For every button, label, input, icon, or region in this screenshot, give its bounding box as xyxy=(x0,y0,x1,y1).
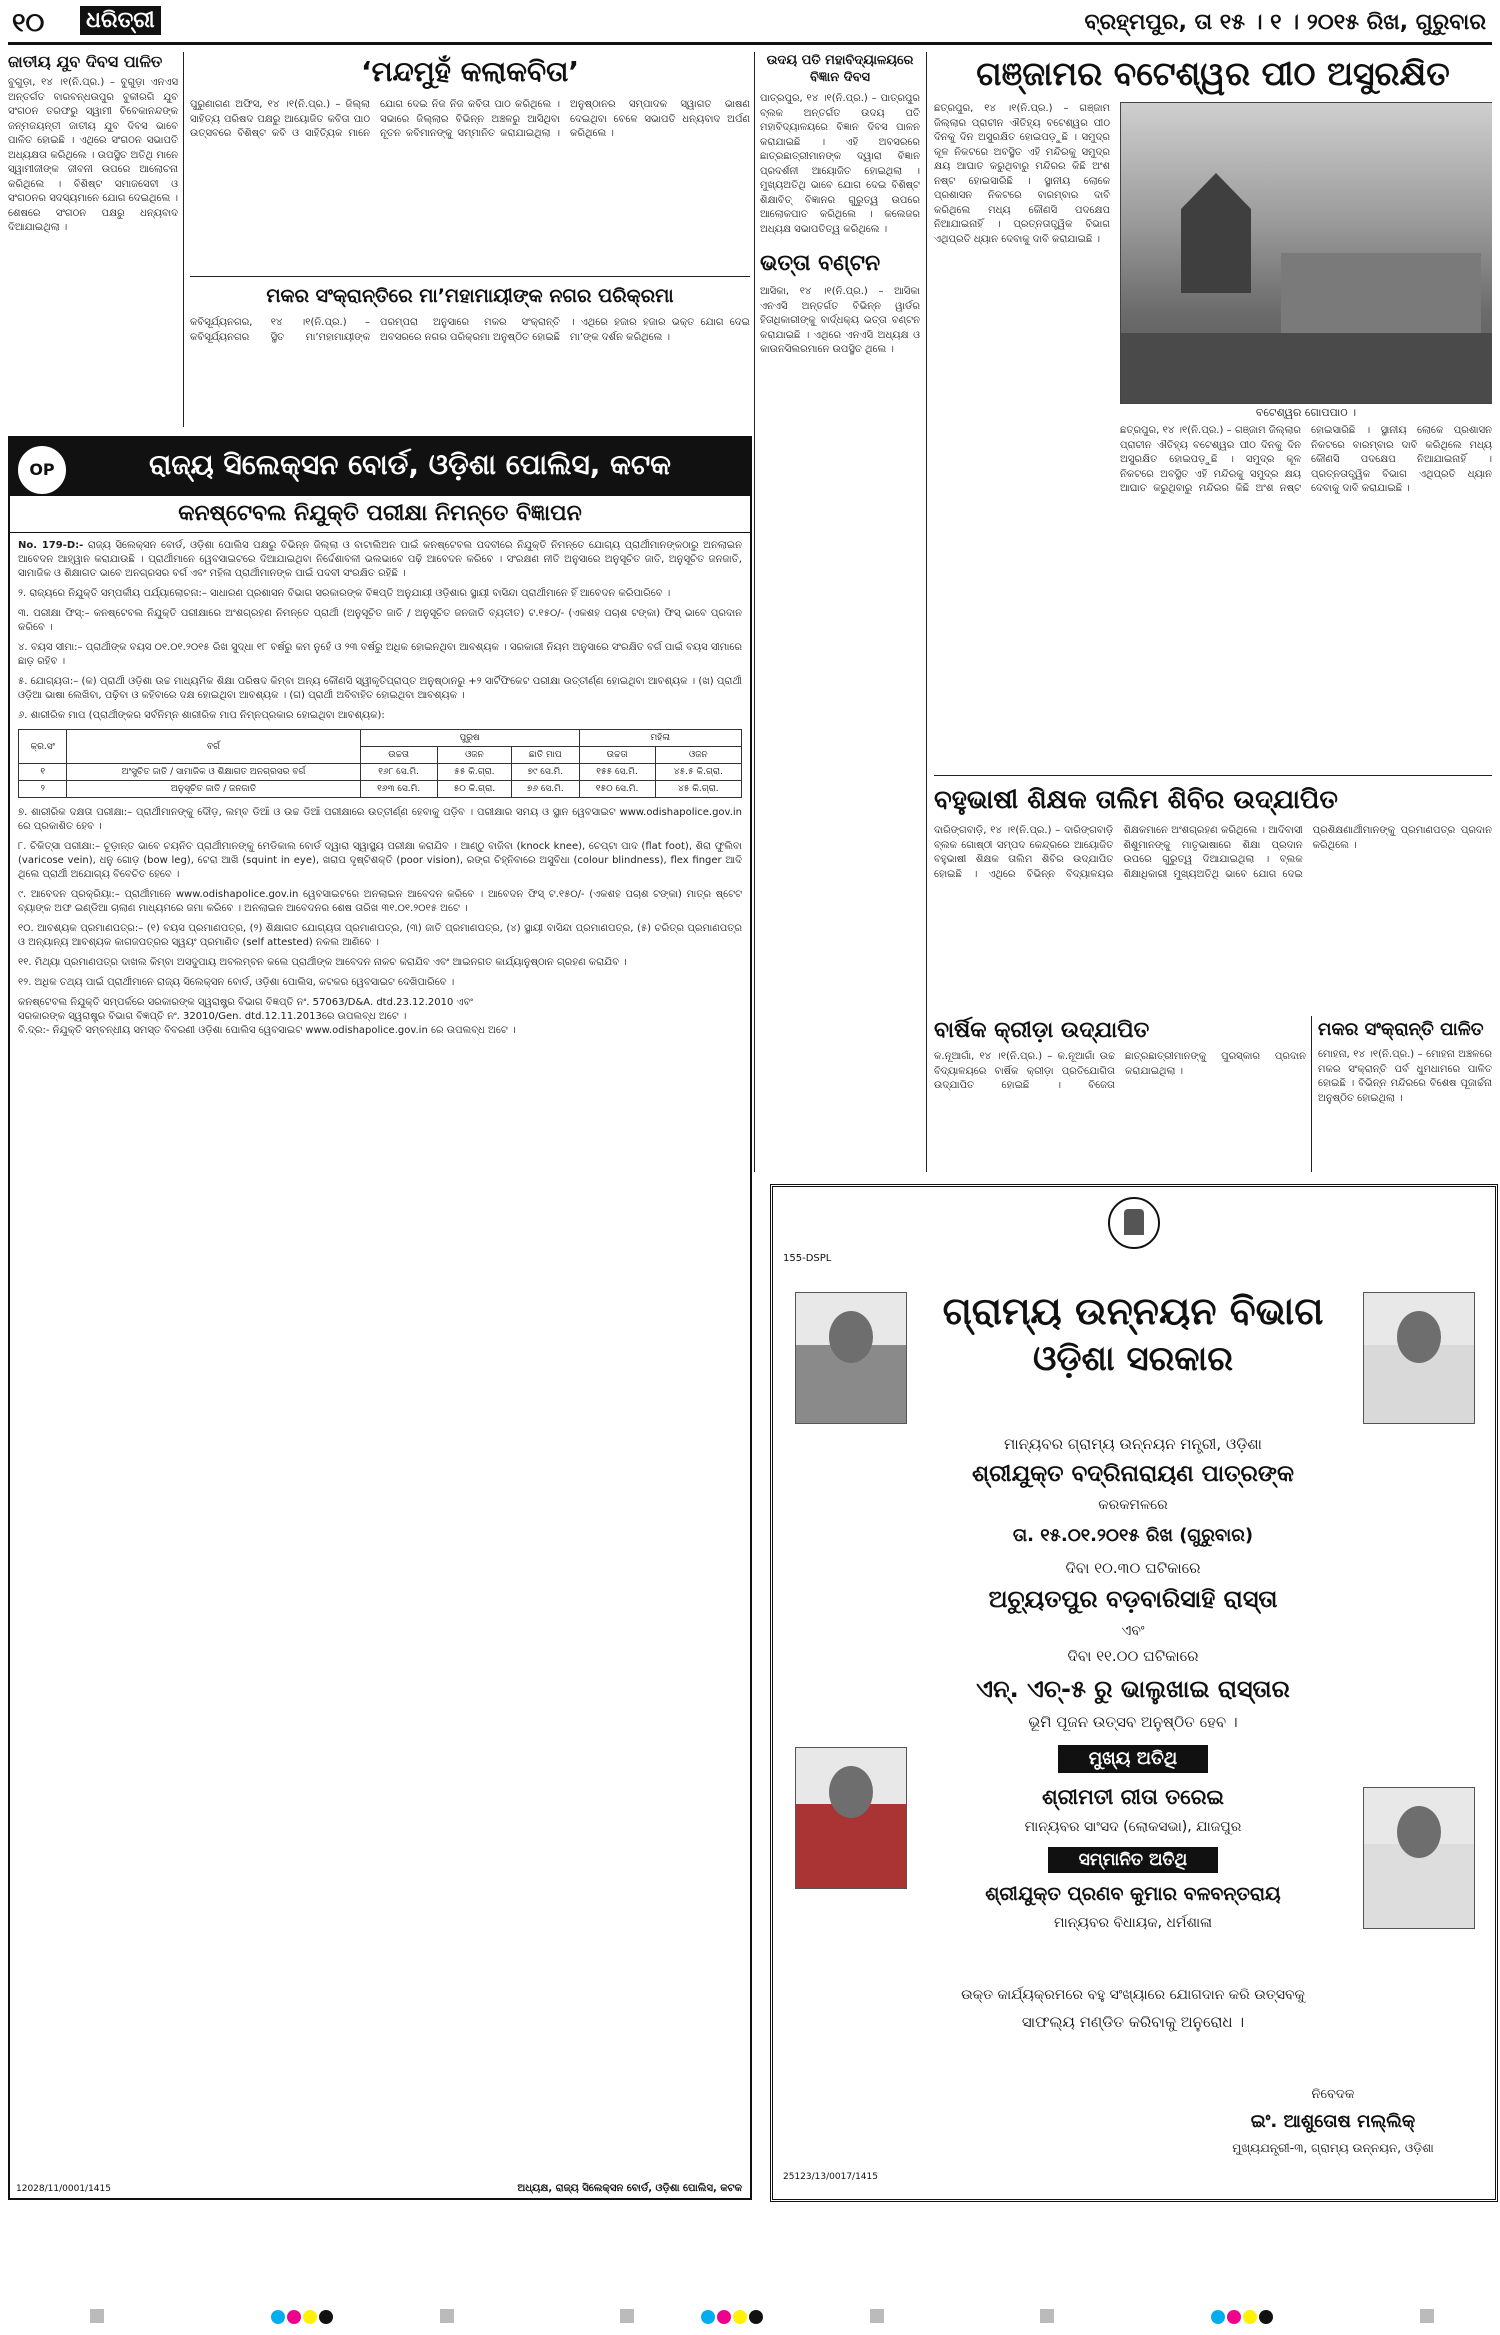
ad-reference-1: କନଷ୍ଟେବଲ ନିଯୁକ୍ତି ସମ୍ପର୍କରେ ସରକାରଙ୍କ ସ୍ୱରାଷ୍ଟ୍ର ବିଭାଗ ବିଜ୍ଞପ୍ତି ନଂ. 57063/D&A. dtd.23.12.2010 ଏବଂ xyxy=(18,997,473,1008)
ad-signatory: ଅଧ୍ୟକ୍ଷ, ରାଜ୍ୟ ସିଲେକ୍ସନ ବୋର୍ଡ, ଓଡ଼ିଶା ପୋଲିସ, କଟକ xyxy=(517,2183,742,2194)
table-subheader: ଓଜନ xyxy=(437,747,511,764)
honoured-guest-photo xyxy=(1363,1787,1475,1929)
table-subheader: ଓଜନ xyxy=(655,747,741,764)
table-header: ମହିଳା xyxy=(579,730,741,747)
ad-point-12: ୧୨. ଅଧିକ ତଥ୍ୟ ପାଇଁ ପ୍ରାର୍ଥୀମାନେ ରାଜ୍ୟ ସିଲେକ୍ସନ ବୋର୍ଡ, ଓଡ଼ିଶା ପୋଲିସ, କଟକର ୱେବସାଇଟ ଦେଖିପାରିବେ । xyxy=(18,977,455,988)
headline: ଜାତୀୟ ଯୁବ ଦିବସ ପାଳିତ xyxy=(8,52,163,71)
temple-photo xyxy=(1120,102,1492,404)
black-mark xyxy=(319,2310,333,2324)
ad-point-6: ୬. ଶାରୀରିକ ମାପ (ପ୍ରାର୍ଥୀଙ୍କର ସର୍ବନିମ୍ନ ଶାରୀରିକ ମାପ ନିମ୍ନପ୍ରକାର ହୋଇଥିବା ଆବଶ୍ୟକ): xyxy=(18,710,385,721)
notice-number: No. 179-D:- xyxy=(18,540,84,551)
police-emblem-icon: OP xyxy=(16,444,68,496)
ad-sign-label: ନିବେଦକ xyxy=(1311,2087,1355,2102)
ad-time-2: ଦିବା ୧୧.୦୦ ଘଟିକାରେ xyxy=(1067,1647,1199,1665)
article-body: କ.ନୂଆଗାଁ, ୧୪ ।୧(ନି.ପ୍ର.) – କ.ନୂଆଗାଁ ଉଚ୍ଚ ବିଦ୍ୟାଳୟରେ ବାର୍ଷିକ କ୍ରୀଡ଼ା ପ୍ରତିଯୋଗିତା ଉଦ୍‌ଯାପିତ ହୋଇଛି । ବିଜେତା ଛାତ୍ରଛାତ୍ରୀମାନଙ୍କୁ ପୁରସ୍କାର ପ୍ରଦାନ କରାଯାଇଥିଲା । xyxy=(934,1051,1306,1091)
ad-point-11: ୧୧. ମିଥ୍ୟା ପ୍ରମାଣପତ୍ର ଦାଖଲ କିମ୍ବା ଅସଦୁପାୟ ଅବଲମ୍ବନ କଲେ ପ୍ରାର୍ଥୀଙ୍କ ଆବେଦନ ନାକଚ କରାଯିବ ଏବଂ ଆଇନଗତ କାର୍ଯ୍ୟାନୁଷ୍ଠାନ ଗ୍ରହଣ କରାଯିବ । xyxy=(18,957,627,968)
physical-standards-table xyxy=(18,729,742,798)
ad-and: ଏବଂ xyxy=(1121,1623,1145,1639)
article-body: ବୁଗୁଡ଼ା, ୧୪ ।୧(ନି.ପ୍ର.) – ବୁଗୁଡ଼ା ଏନଏସ ଅନ୍ତର୍ଗତ ବାରବନ୍ଧଉପୁର ବୁକୀରଗି ଯୁବ ସଂଗଠନ ତରଫରୁ ସ୍ୱାମୀ ବିବେକାନନ୍ଦଙ୍କ ଜନ୍ମଜୟନ୍ତୀ ଜାତୀୟ ଯୁବ ଦିବସ ଭାବେ ପାଳିତ ହୋଇଛି । ଏଥିରେ ସଂଗଠନ ସଭାପତି ଅଧ୍ୟକ୍ଷତା କରିଥିଲେ । ଉପସ୍ଥିତ ଅତିଥି ମାନେ ସ୍ୱାମୀଜୀଙ୍କ ଜୀବନୀ ଉପରେ ଆଲୋଚନା କରିଥିଲେ । ବିଶିଷ୍ଟ ସମାଜସେବୀ ଓ ସଂଗଠନର ସଦସ୍ୟମାନେ ଯୋଗ ଦେଇଥିଲେ । ଶେଷରେ ସଂଗଠନ ପକ୍ଷରୁ ଧନ୍ୟବାଦ ଦିଆଯାଇଥିଲା । xyxy=(8,77,178,233)
ad-point-4: ୪. ବୟସ ସୀମା:– ପ୍ରାର୍ଥୀଙ୍କ ବୟସ ୦୧.୦୧.୨୦୧୫ ରିଖ ସୁଦ୍ଧା ୧୮ ବର୍ଷରୁ କମ ନୁହେଁ ଓ ୨୩ ବର୍ଷରୁ ଅଧିକ ହୋଇନଥିବା ଆବଶ୍ୟକ । ସରକାରୀ ନିୟମ ଅନୁସାରେ ସଂରକ୍ଷିତ ବର୍ଗ ପାଇଁ ବୟସ ସୀମାରେ ଛାଡ଼ ରହିବ । xyxy=(18,642,742,667)
ad-road-2: ଏନ୍‌. ଏଚ୍‌-୫ ରୁ ଭାଲୁଖାଇ ରାସ୍ତାର xyxy=(976,1675,1290,1703)
table-cell: ୫୦ କି.ଗ୍ରା. xyxy=(437,781,511,798)
article-body-continued: ଛତ୍ରପୁର, ୧୪ ।୧(ନି.ପ୍ର.) – ଗଞ୍ଜାମ ଜିଲ୍ଲାର ପ୍ରାଚୀନ ଐତିହ୍ୟ ବଟେଶ୍ୱର ପୀଠ ଦିନକୁ ଦିନ ଅସୁରକ୍ଷିତ ହୋଇପଡ଼ୁଛି । ସମୁଦ୍ର କୂଳ ନିକଟରେ ଅବସ୍ଥିତ ଏହି ମନ୍ଦିରକୁ ସମୁଦ୍ର କ୍ଷୟ ଆଘାତ କରୁଥିବାରୁ ମନ୍ଦିରର କିଛି ଅଂଶ ନଷ୍ଟ ହୋଇସାରିଛି । ସ୍ଥାନୀୟ ଲୋକେ ପ୍ରଶାସନ ନିକଟରେ ବାରମ୍ବାର ଦାବି କରିଥିଲେ ମଧ୍ୟ କୌଣସି ପଦକ୍ଷେପ ନିଆଯାଇନାହିଁ । ପ୍ରତ୍ନତାତ୍ତ୍ୱିକ ବିଭାଗ ଏଥିପ୍ରତି ଧ୍ୟାନ ଦେବାକୁ ଦାବି କରାଯାଇଛି । xyxy=(1120,425,1492,494)
headline-allowance: ଭତ୍ତା ବଣ୍ଟନ xyxy=(760,251,881,276)
table-cell: ୧ xyxy=(19,764,67,781)
table-header: କ୍ର.ସଂ xyxy=(19,730,67,764)
ad-date: ତା. ୧୫.୦୧.୨୦୧୫ ରିଖ (ଗୁରୁବାର) xyxy=(1012,1525,1254,1546)
ad-website-note: ବି.ଦ୍ର:- ନିଯୁକ୍ତି ସମ୍ବନ୍ଧୀୟ ସମସ୍ତ ବିବରଣୀ ଓଡ଼ିଶା ପୋଲିସ ୱେବସାଇଟ www.odishapolice.gov.in ରେ ଉପଲବ୍ଧ ଅଟେ । xyxy=(18,1025,516,1036)
article-body: ମୋହନା, ୧୪ ।୧(ନି.ପ୍ର.) – ମୋହନା ଅଞ୍ଚଳରେ ମକର ସଂକ୍ରାନ୍ତି ପର୍ବ ଧୁମଧାମରେ ପାଳିତ ହୋଇଛି । ବିଭିନ୍ନ ମନ୍ଦିରରେ ବିଶେଷ ପୂଜାର୍ଚ୍ଚନା ଅନୁଷ୍ଠିତ ହୋଇଥିଲା । xyxy=(1318,1049,1492,1104)
table-cell: ୪୫.୫ କି.ଗ୍ରା. xyxy=(655,764,741,781)
ad-time-1: ଦିବା ୧୦.୩୦ ଘଟିକାରେ xyxy=(1065,1559,1201,1577)
article-makar-parikrama xyxy=(190,282,750,422)
headline: ‘ମନ୍ଦମୁହଁ କଲାକବିତା’ xyxy=(361,55,579,88)
ad-intro-text: ରାଜ୍ୟ ସିଲେକ୍ସନ ବୋର୍ଡ, ଓଡ଼ିଶା ପୋଲିସ ପକ୍ଷରୁ ବିଭିନ୍ନ ଜିଲ୍ଲା ଓ ବାଟାଲିଅନ ପାଇଁ କନଷ୍ଟେବଲ ପଦବୀରେ ନିଯୁକ୍ତି ନିମନ୍ତେ ଯୋଗ୍ୟ ପ୍ରାର୍ଥୀମାନଙ୍କଠାରୁ ଅନଲାଇନ ଆବେଦନ ଆହ୍ୱାନ କରାଯାଉଛି । ପ୍ରାର୍ଥୀମାନେ ୱେବସାଇଟରେ ଦିଆଯାଇଥିବା ନିର୍ଦ୍ଦେଶାବଳୀ ଭଲଭାବେ ପଢ଼ି ଆବେଦନ କରିବେ । ସଂରକ୍ଷଣ ନୀତି ଅନୁସାରେ ଅନୁସୂଚିତ ଜାତି, ଅନୁସୂଚିତ ଜନଜାତି, ସାମାଜିକ ଓ ଶିକ୍ଷାଗତ ଭାବେ ଅନଗ୍ରସର ବର୍ଗ ଏବଂ ମହିଳା ପ୍ରାର୍ଥୀମାନଙ୍କ ପାଇଁ ପଦବୀ ସଂରକ୍ଷିତ ରହିଛି । xyxy=(18,540,742,579)
article-makar-sankranti xyxy=(1318,1016,1492,1172)
chief-guest-label: ମୁଖ୍ୟ ଅତିଥି xyxy=(1058,1745,1208,1773)
article-body: ଦାରିଙ୍ଗବାଡ଼ି, ୧୪ ।୧(ନି.ପ୍ର.) – ଦାରିଙ୍ଗବାଡ଼ି ବ୍ଲକ ଗୋଷ୍ଠୀ ସମ୍ପଦ କେନ୍ଦ୍ରରେ ଆୟୋଜିତ ବହୁଭାଷୀ ଶିକ୍ଷକ ତାଲିମ ଶିବିର ଉଦ୍‌ଯାପିତ ହୋଇଛି । ଏଥିରେ ବିଭିନ୍ନ ବିଦ୍ୟାଳୟର ଶିକ୍ଷକମାନେ ଅଂଶଗ୍ରହଣ କରିଥିଲେ । ଆଦିବାସୀ ଶିଶୁମାନଙ୍କୁ ମାତୃଭାଷାରେ ଶିକ୍ଷା ପ୍ରଦାନ ଉପରେ ଗୁରୁତ୍ୱ ଦିଆଯାଇଥିଲା । ବ୍ଲକ ଶିକ୍ଷାଧିକାରୀ ମୁଖ୍ୟଅତିଥି ଭାବେ ଯୋଗ ଦେଇ ପ୍ରଶିକ୍ଷଣାର୍ଥୀମାନଙ୍କୁ ପ୍ରମାଣପତ୍ର ପ୍ରଦାନ କରିଥିଲେ । xyxy=(934,825,1492,880)
table-cell: ୭୬ ସେ.ମି. xyxy=(512,781,579,798)
table-subheader: ଉଚ୍ଚତା xyxy=(579,747,655,764)
honoured-guest-label: ସମ୍ମାନିତ ଅତିଥି xyxy=(1048,1847,1218,1873)
ad-ceremony: ଭୂମି ପୂଜନ ଉତ୍ସବ ଅନୁଷ୍ଠିତ ହେବ । xyxy=(1028,1713,1238,1731)
table-row xyxy=(19,781,742,798)
table-cell: ୧୬୩ ସେ.ମି. xyxy=(360,781,437,798)
ad-minister-desig: ମାନ୍ୟବର ଗ୍ରାମ୍ୟ ଉନ୍ନୟନ ମନ୍ତ୍ରୀ, ଓଡ଼ିଶା xyxy=(1004,1435,1262,1453)
recruitment-ad xyxy=(8,436,752,2200)
article-body-allowance: ଆସିକା, ୧୪ ।୧(ନି.ପ୍ର.) – ଆସିକା ଏନଏସି ଅନ୍ତର୍ଗତ ବିଭିନ୍ନ ୱାର୍ଡର ହିତାଧିକାରୀଙ୍କୁ ବାର୍ଦ୍ଧକ୍ୟ ଭତ୍ତା ବଣ୍ଟନ କରାଯାଇଛି । ଏଥିରେ ଏନଏସି ଅଧ୍ୟକ୍ଷ ଓ କାଉନସିଲରମାନେ ଉପସ୍ଥିତ ଥିଲେ । xyxy=(760,286,920,355)
table-cell: ୭୯ ସେ.ମି. xyxy=(512,764,579,781)
table-cell: ୨ xyxy=(19,781,67,798)
article-youth-day xyxy=(8,52,178,427)
table-cell: ୧୫୦ ସେ.ମି. xyxy=(579,781,655,798)
headline: ମକର ସଂକ୍ରାନ୍ତିରେ ମା’ମହାମାୟୀଙ୍କ ନଗର ପରିକ୍ରମା xyxy=(266,285,674,307)
cyan-mark xyxy=(271,2310,285,2324)
honoured-guest-desig: ମାନ୍ୟବର ବିଧାୟକ, ଧର୍ମଶାଳା xyxy=(1054,1915,1212,1931)
table-cell: ଅଂସୁଚିତ ଜାତି / ସାମାଜିକ ଓ ଶିକ୍ଷାଗତ ଅନଗ୍ରସର ବର୍ଗ xyxy=(67,764,360,781)
headline: ଉଦୟ ପତି ମହାବିଦ୍ୟାଳୟରେ ବିଜ୍ଞାନ ଦିବସ xyxy=(766,53,914,85)
ad-intro xyxy=(18,539,742,581)
ad-signer-desig: ମୁଖ୍ୟଯନ୍ତ୍ରୀ-୩, ଗ୍ରାମ୍ୟ ଉନ୍ନୟନ, ଓଡ଼ିଶା xyxy=(1232,2141,1434,2155)
ad-minister-name: ଶ୍ରୀଯୁକ୍ତ ବଦ୍ରିନାରାୟଣ ପାତ୍ରଙ୍କ xyxy=(972,1461,1294,1487)
ad-title: ଗ୍ରାମ୍ୟ ଉନ୍ନୟନ ବିଭାଗ xyxy=(942,1289,1324,1333)
article-body: ଛତ୍ରପୁର, ୧୪ ।୧(ନି.ପ୍ର.) – ଗଞ୍ଜାମ ଜିଲ୍ଲାର ପ୍ରାଚୀନ ଐତିହ୍ୟ ବଟେଶ୍ୱର ପୀଠ ଦିନକୁ ଦିନ ଅସୁରକ୍ଷିତ ହୋଇପଡ଼ୁଛି । ସମୁଦ୍ର କୂଳ ନିକଟରେ ଅବସ୍ଥିତ ଏହି ମନ୍ଦିରକୁ ସମୁଦ୍ର କ୍ଷୟ ଆଘାତ କରୁଥିବାରୁ ମନ୍ଦିରର କିଛି ଅଂଶ ନଷ୍ଟ ହୋଇସାରିଛି । ସ୍ଥାନୀୟ ଲୋକେ ପ୍ରଶାସନ ନିକଟରେ ବାରମ୍ବାର ଦାବି କରିଥିଲେ ମଧ୍ୟ କୌଣସି ପଦକ୍ଷେପ ନିଆଯାଇନାହିଁ । ପ୍ରତ୍ନତାତ୍ତ୍ୱିକ ବିଭାଗ ଏଥିପ୍ରତି ଧ୍ୟାନ ଦେବାକୁ ଦାବି କରାଯାଇଛି । xyxy=(934,103,1110,245)
chief-guest-desig: ମାନ୍ୟବର ସାଂସଦ (ଲୋକସଭା), ଯାଜପୁର xyxy=(1024,1819,1242,1835)
chief-guest-photo xyxy=(795,1747,907,1889)
ad-code: 12028/11/0001/1415 xyxy=(16,2184,111,2194)
article-body: ପାତ୍ରପୁର, ୧୪ ।୧(ନି.ପ୍ର.) – ପାତ୍ରପୁର ବ୍ଲକ ଅନ୍ତର୍ଗତ ଉଦୟ ପତି ମହାବିଦ୍ୟାଳୟରେ ବିଜ୍ଞାନ ଦିବସ ପାଳନ କରାଯାଇଛି । ଏହି ଅବସରରେ ଛାତ୍ରଛାତ୍ରୀମାନଙ୍କ ଦ୍ୱାରା ବିଜ୍ଞାନ ପ୍ରଦର୍ଶନୀ ଆୟୋଜିତ ହୋଇଥିଲା । ମୁଖ୍ୟଅତିଥି ଭାବେ ଯୋଗ ଦେଇ ବିଶିଷ୍ଟ ଶିକ୍ଷାବିତ୍ ବିଜ୍ଞାନର ଗୁରୁତ୍ୱ ଉପରେ ଆଲୋକପାତ କରିଥିଲେ । କଲେଜର ଅଧ୍ୟକ୍ଷ ସଭାପତିତ୍ୱ କରିଥିଲେ । xyxy=(760,93,920,235)
ad-road-1: ଅଚ୍ୟୁତପୁର ବଡ଼ବାରିସାହି ରାସ୍ତା xyxy=(988,1585,1278,1613)
ad-point-10: ୧୦. ଆବଶ୍ୟକ ପ୍ରମାଣପତ୍ର:– (୧) ବୟସ ପ୍ରମାଣପତ୍ର, (୨) ଶିକ୍ଷାଗତ ଯୋଗ୍ୟତା ପ୍ରମାଣପତ୍ର, (୩) ଜାତି ପ୍ରମାଣପତ୍ର, (୪) ସ୍ଥାୟୀ ବାସିନ୍ଦା ପ୍ରମାଣପତ୍ର, (୫) ଚରିତ୍ର ପ୍ରମାଣପତ୍ର ଓ ଅନ୍ୟାନ୍ୟ ଆବଶ୍ୟକ କାଗଜପତ୍ରର ସ୍ୱୟଂ ପ୍ରମାଣିତ (self attested) ନକଲ ଆଣିବେ । xyxy=(18,923,742,948)
table-cell: ଅନୁସୂଚିତ ଜାତି / ଜନଜାତି xyxy=(67,781,360,798)
article-sports xyxy=(934,1016,1306,1172)
page-number: ୧୦ xyxy=(12,8,45,38)
masthead xyxy=(8,6,1492,45)
magenta-mark xyxy=(287,2310,301,2324)
honoured-guest-name: ଶ୍ରୀଯୁକ୍ତ ପ୍ରଣବ କୁମାର ବଳବନ୍ତରାୟ xyxy=(985,1883,1281,1905)
article-science-day xyxy=(760,52,920,1172)
table-header: ବର୍ଗ xyxy=(67,730,360,764)
ad-point-7: ୭. ଶାରୀରିକ ଦକ୍ଷତା ପରୀକ୍ଷା:– ପ୍ରାର୍ଥୀମାନଙ୍କୁ ଦୌଡ଼, ଲମ୍ବ ଡିଆଁ ଓ ଉଚ୍ଚ ଡିଆଁ ପରୀକ୍ଷାରେ ଉତ୍ତୀର୍ଣ୍ଣ ହେବାକୁ ପଡ଼ିବ । ପରୀକ୍ଷାର ସମୟ ଓ ସ୍ଥାନ ୱେବସାଇଟ www.odishapolice.gov.in ରେ ପ୍ରକାଶିତ ହେବ । xyxy=(18,807,742,832)
table-header: ପୁରୁଷ xyxy=(360,730,579,747)
dateline: ବ୍ରହ୍ମପୁର, ତା ୧୫ । ୧ । ୨୦୧୫ ରିଖ, ଗୁରୁବାର xyxy=(1084,10,1486,35)
ad-point-5: ୫. ଯୋଗ୍ୟତା:– (କ) ପ୍ରାର୍ଥୀ ଓଡ଼ିଶା ଉଚ୍ଚ ମାଧ୍ୟମିକ ଶିକ୍ଷା ପରିଷଦ କିମ୍ବା ଅନ୍ୟ କୌଣସି ସ୍ୱୀକୃତିପ୍ରାପ୍ତ ଅନୁଷ୍ଠାନରୁ +୨ ସାର୍ଟିଫିକେଟ ପରୀକ୍ଷା ଉତ୍ତୀର୍ଣ୍ଣ ହୋଇଥିବା ଆବଶ୍ୟକ । (ଖ) ପ୍ରାର୍ଥୀ ଓଡ଼ିଆ ଭାଷା ଲେଖିବା, ପଢ଼ିବା ଓ କହିବାରେ ଦକ୍ଷ ହୋଇଥିବା ଆବଶ୍ୟକ । (ଗ) ପ୍ରାର୍ଥୀ ଅବିବାହିତ ହୋଇଥିବା ଆବଶ୍ୟକ । xyxy=(18,676,742,701)
photo-caption: ବଟେଶ୍ୱର ଗୋପପାଠ । xyxy=(1255,406,1357,419)
headline: ବହୁଭାଷୀ ଶିକ୍ଷକ ତାଲିମ ଶିବିର ଉଦ୍‌ଯାପିତ xyxy=(934,785,1338,815)
table-row xyxy=(19,764,742,781)
ad-footer-code: 25123/13/0017/1415 xyxy=(783,2172,878,2182)
ad-signer: ଇଂ. ଆଶୁତୋଷ ମଲ୍ଲିକ୍ xyxy=(1250,2111,1416,2132)
ad-point-3: ୩. ପରୀକ୍ଷା ଫିସ୍:– କନଷ୍ଟେବଲ ନିଯୁକ୍ତି ପରୀକ୍ଷାରେ ଅଂଶଗ୍ରହଣ ନିମନ୍ତେ ପ୍ରାର୍ଥୀ (ଅନୁସୂଚିତ ଜାତି / ଅନୁସୂଚିତ ଜନଜାତି ବ୍ୟତୀତ) ଟ.୧୫୦/- (ଏକଶହ ପଚାଶ ଟଙ୍କା) ଫିସ୍ ଭାବେ ପ୍ରଦାନ କରିବେ । xyxy=(18,608,742,633)
table-cell: ୧୬୮ ସେ.ମି. xyxy=(360,764,437,781)
ad-point-2: ୨. ରାଜ୍ୟରେ ନିଯୁକ୍ତି ସମ୍ପର୍କୀୟ ପର୍ଯ୍ୟାଲୋଚନା:– ସାଧାରଣ ପ୍ରଶାସନ ବିଭାଗ ସରକାରଙ୍କ ବିଜ୍ଞପ୍ତି ଅନୁଯାୟୀ ଓଡ଼ିଶାର ସ୍ଥାୟୀ ବାସିନ୍ଦା ପ୍ରାର୍ଥୀମାନେ ହିଁ ଆବେଦନ କରିପାରିବେ । xyxy=(18,588,671,599)
rural-development-ad xyxy=(770,1184,1498,2202)
ad-banner-title: ରାଜ୍ୟ ସିଲେକ୍ସନ ବୋର୍ଡ, ଓଡ଼ିଶା ପୋଲିସ, କଟକ xyxy=(149,448,671,481)
ad-appeal-2: ସାଫଲ୍ୟ ମଣ୍ଡିତ କରିବାକୁ ଅନୁରୋଧ । xyxy=(1021,2013,1245,2031)
article-body: ପୁରୁଣାଗଣ ଅଫିସ, ୧୪ ।୧(ନି.ପ୍ର.) – ଜିଲ୍ଲା ସାହିତ୍ୟ ପରିଷଦ ପକ୍ଷରୁ ଆୟୋଜିତ କବିତା ପାଠ ଉତ୍ସବରେ ବିଶିଷ୍ଟ କବି ଓ ସାହିତ୍ୟିକ ମାନେ ଯୋଗ ଦେଇ ନିଜ ନିଜ କବିତା ପାଠ କରିଥିଲେ । ସଭାରେ ଜିଲ୍ଲାର ବିଭିନ୍ନ ଅଞ୍ଚଳରୁ ଆସିଥିବା ନୂତନ କବିମାନଙ୍କୁ ସମ୍ମାନିତ କରାଯାଇଥିଲା । ଅନୁଷ୍ଠାନର ସମ୍ପାଦକ ସ୍ୱାଗତ ଭାଷଣ ଦେଇଥିବା ବେଳେ ସଭାପତି ଧନ୍ୟବାଦ ଅର୍ପଣ କରିଥିଲେ । xyxy=(190,99,750,139)
table-subheader: ଉଚ୍ଚତା xyxy=(360,747,437,764)
yellow-mark xyxy=(303,2310,317,2324)
ad-karakamala: କରକମଳରେ xyxy=(1098,1497,1168,1513)
chief-minister-photo xyxy=(1363,1292,1475,1424)
headline: ବାର୍ଷିକ କ୍ରୀଡ଼ା ଉଦ୍‌ଯାପିତ xyxy=(934,1018,1150,1043)
minister-photo xyxy=(795,1292,907,1424)
table-cell: ୫୫ କି.ଗ୍ରା. xyxy=(437,764,511,781)
headline: ମକର ସଂକ୍ରାନ୍ତି ପାଳିତ xyxy=(1318,1019,1484,1040)
article-teacher-training xyxy=(934,782,1492,1012)
ad-point-8: ୮. ଚିକିତ୍ସା ପରୀକ୍ଷା:– ଚୂଡ଼ାନ୍ତ ଭାବେ ଚୟନିତ ପ୍ରାର୍ଥୀମାନଙ୍କୁ ମେଡିକାଲ ବୋର୍ଡ ଦ୍ୱାରା ସ୍ୱାସ୍ଥ୍ୟ ପରୀକ୍ଷା କରାଯିବ । ଆଣ୍ଠୁ ବାଜିବା (knock knee), ଚେପ୍ଟା ପାଦ (flat foot), ଶିରା ଫୁଲିବା (varicose vein), ଧନୁ ଗୋଡ଼ (bow leg), ଟେରା ଆଖି (squint in eye), ଖରାପ ଦୃଷ୍ଟିଶକ୍ତି (poor vision), ରଙ୍ଗ ଚିହ୍ନିବାରେ ଅସୁବିଧା (colour blindness), flex finger ଆଦି ଥିଲେ ପ୍ରାର୍ଥୀ ଅଯୋଗ୍ୟ ବିବେଚିତ ହେବେ । xyxy=(18,841,742,880)
ad-appeal-1: ଉକ୍ତ କାର୍ଯ୍ୟକ୍ରମରେ ବହୁ ସଂଖ୍ୟାରେ ଯୋଗଦାନ କରି ଉତ୍ସବକୁ xyxy=(961,1987,1305,2003)
ad-reference-2: ସରକାରଙ୍କ ସ୍ୱରାଷ୍ଟ୍ର ବିଭାଗ ବିଜ୍ଞପ୍ତି ନଂ. 32010/Gen. dtd.12.11.2013ରେ ଉପଲବ୍ଧ ଅଟେ । xyxy=(18,1011,407,1022)
chief-guest-name: ଶ୍ରୀମତୀ ରୀତା ତରେଇ xyxy=(1041,1785,1225,1809)
ad-subtitle: ଓଡ଼ିଶା ସରକାର xyxy=(1032,1339,1234,1379)
table-cell: ୪୫ କି.ଗ୍ରା. xyxy=(655,781,741,798)
table-subheader: ଛାତି ମାପ xyxy=(512,747,579,764)
table-cell: ୧୫୫ ସେ.ମି. xyxy=(579,764,655,781)
ad-point-9: ୯. ଆବେଦନ ପ୍ରକ୍ରିୟା:– ପ୍ରାର୍ଥୀମାନେ www.odishapolice.gov.in ୱେବସାଇଟରେ ଅନଲାଇନ ଆବେଦନ କରିବେ । ଆବେଦନ ଫିସ୍ ଟ.୧୫୦/- (ଏକଶହ ପଚାଶ ଟଙ୍କା) ମାତ୍ର ଷ୍ଟେଟ ବ୍ୟାଙ୍କ ଅଫ ଇଣ୍ଡିଆ ଚାଲାଣ ମାଧ୍ୟମରେ ଜମା କରିବେ । ଅନଲାଇନ ଆବେଦନର ଶେଷ ତାରିଖ ୩୧.୦୧.୨୦୧୫ ଅଟେ । xyxy=(18,889,742,914)
odisha-emblem-icon xyxy=(1108,1197,1160,1249)
registration-marks xyxy=(0,2305,1500,2329)
ad-dspl-code: 155-DSPL xyxy=(783,1253,832,1264)
ad-subtitle: କନଷ୍ଟେବଲ ନିଯୁକ୍ତି ପରୀକ୍ଷା ନିମନ୍ତେ ବିଜ୍ଞାପନ xyxy=(10,496,750,533)
article-body: କବିସୂର୍ଯ୍ୟନଗର, ୧୪ ।୧(ନି.ପ୍ର.) – କବିସୂର୍ଯ୍ୟନଗର ସ୍ଥିତ ମା’ମହାମାୟୀଙ୍କ ପରମ୍ପରା ଅନୁସାରେ ମକର ସଂକ୍ରାନ୍ତି ଅବସରରେ ନଗର ପରିକ୍ରମା ଅନୁଷ୍ଠିତ ହୋଇଛି । ଏଥିରେ ହଜାର ହଜାର ଭକ୍ତ ଯୋଗ ଦେଇ ମା’ଙ୍କ ଦର୍ଶନ କରିଥିଲେ । xyxy=(190,317,750,343)
article-bateswar xyxy=(934,52,1492,772)
brand-logo: ଧରିତ୍ରୀ xyxy=(80,6,161,35)
headline: ଗଞ୍ଜାମର ବଟେଶ୍ୱର ପୀଠ ଅସୁରକ୍ଷିତ xyxy=(976,54,1450,93)
article-poetry xyxy=(190,52,750,272)
